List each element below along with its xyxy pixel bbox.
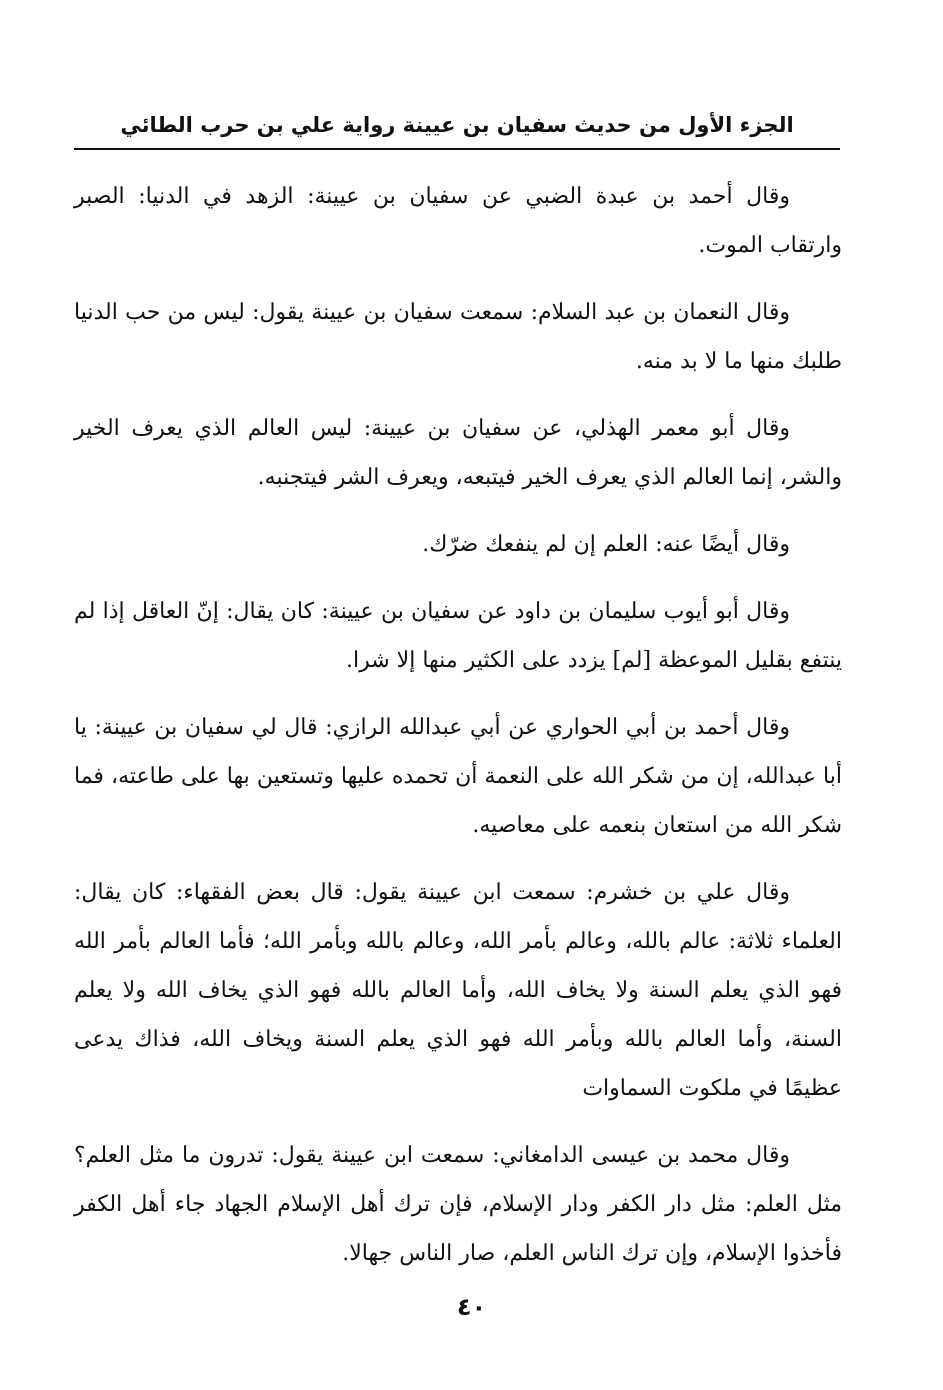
- paragraph: وقال أبو معمر الهذلي، عن سفيان بن عيينة: ليس العالم الذي يعرف الخير والشر، إنما العالم الذي يعرف الخير فيتبعه، ويعرف الشر فيتجنبه.: [74, 416, 842, 490]
- header-rule: [74, 148, 840, 150]
- paragraph: وقال أحمد بن عبدة الضبي عن سفيان بن عيينة: الزهد في الدنيا: الصبر وارتقاب الموت.: [74, 184, 842, 258]
- paragraph: وقال محمد بن عيسى الدامغاني: سمعت ابن عيينة يقول: تدرون ما مثل العلم؟ مثل العلم: مثل دار الكفر ودار الإسلام، فإن ترك أهل الإسلام الجهاد جاء أهل الكفر فأخذوا الإسلام، وإن ترك الناس العلم، صار الناس جهالا.: [74, 1143, 842, 1266]
- page-number: ٤٠: [456, 1293, 487, 1321]
- paragraph: وقال أيضًا عنه: العلم إن لم ينفعك ضرّك.: [422, 532, 790, 557]
- paragraph: وقال أبو أيوب سليمان بن داود عن سفيان بن عيينة: كان يقال: إنّ العاقل إذا لم ينتفع بقليل الموعظة [لم] يزدد على الكثير منها إلا شرا.: [74, 599, 842, 673]
- body-text: [74, 172, 842, 1296]
- running-header: الجزء الأول من حديث سفيان بن عيينة رواية علي بن حرب الطائي: [120, 113, 794, 137]
- paragraph: وقال أحمد بن أبي الحواري عن أبي عبدالله الرازي: قال لي سفيان بن عيينة: يا أبا عبدالله، إن من شكر الله على النعمة أن تحمده عليها وتستعين بها على طاعته، فما شكر الله من استعان بنعمه على معاصيه.: [74, 715, 842, 838]
- paragraph: وقال علي بن خشرم: سمعت ابن عيينة يقول: قال بعض الفقهاء: كان يقال: العلماء ثلاثة: عالم بالله، وعالم بأمر الله، وعالم بالله وبأمر الله؛ فأما العالم بأمر الله فهو الذي يعلم السنة ولا يخاف الله، وأما العالم بالله فهو الذي يخاف الله ولا يعلم السنة، وأما العالم بالله وبأمر الله فهو الذي يعلم السنة ويخاف الله، فذاك يدعى عظيمًا في ملكوت السماوات: [74, 880, 842, 1101]
- paragraph: وقال النعمان بن عبد السلام: سمعت سفيان بن عيينة يقول: ليس من حب الدنيا طلبك منها ما لا بد منه.: [74, 300, 842, 374]
